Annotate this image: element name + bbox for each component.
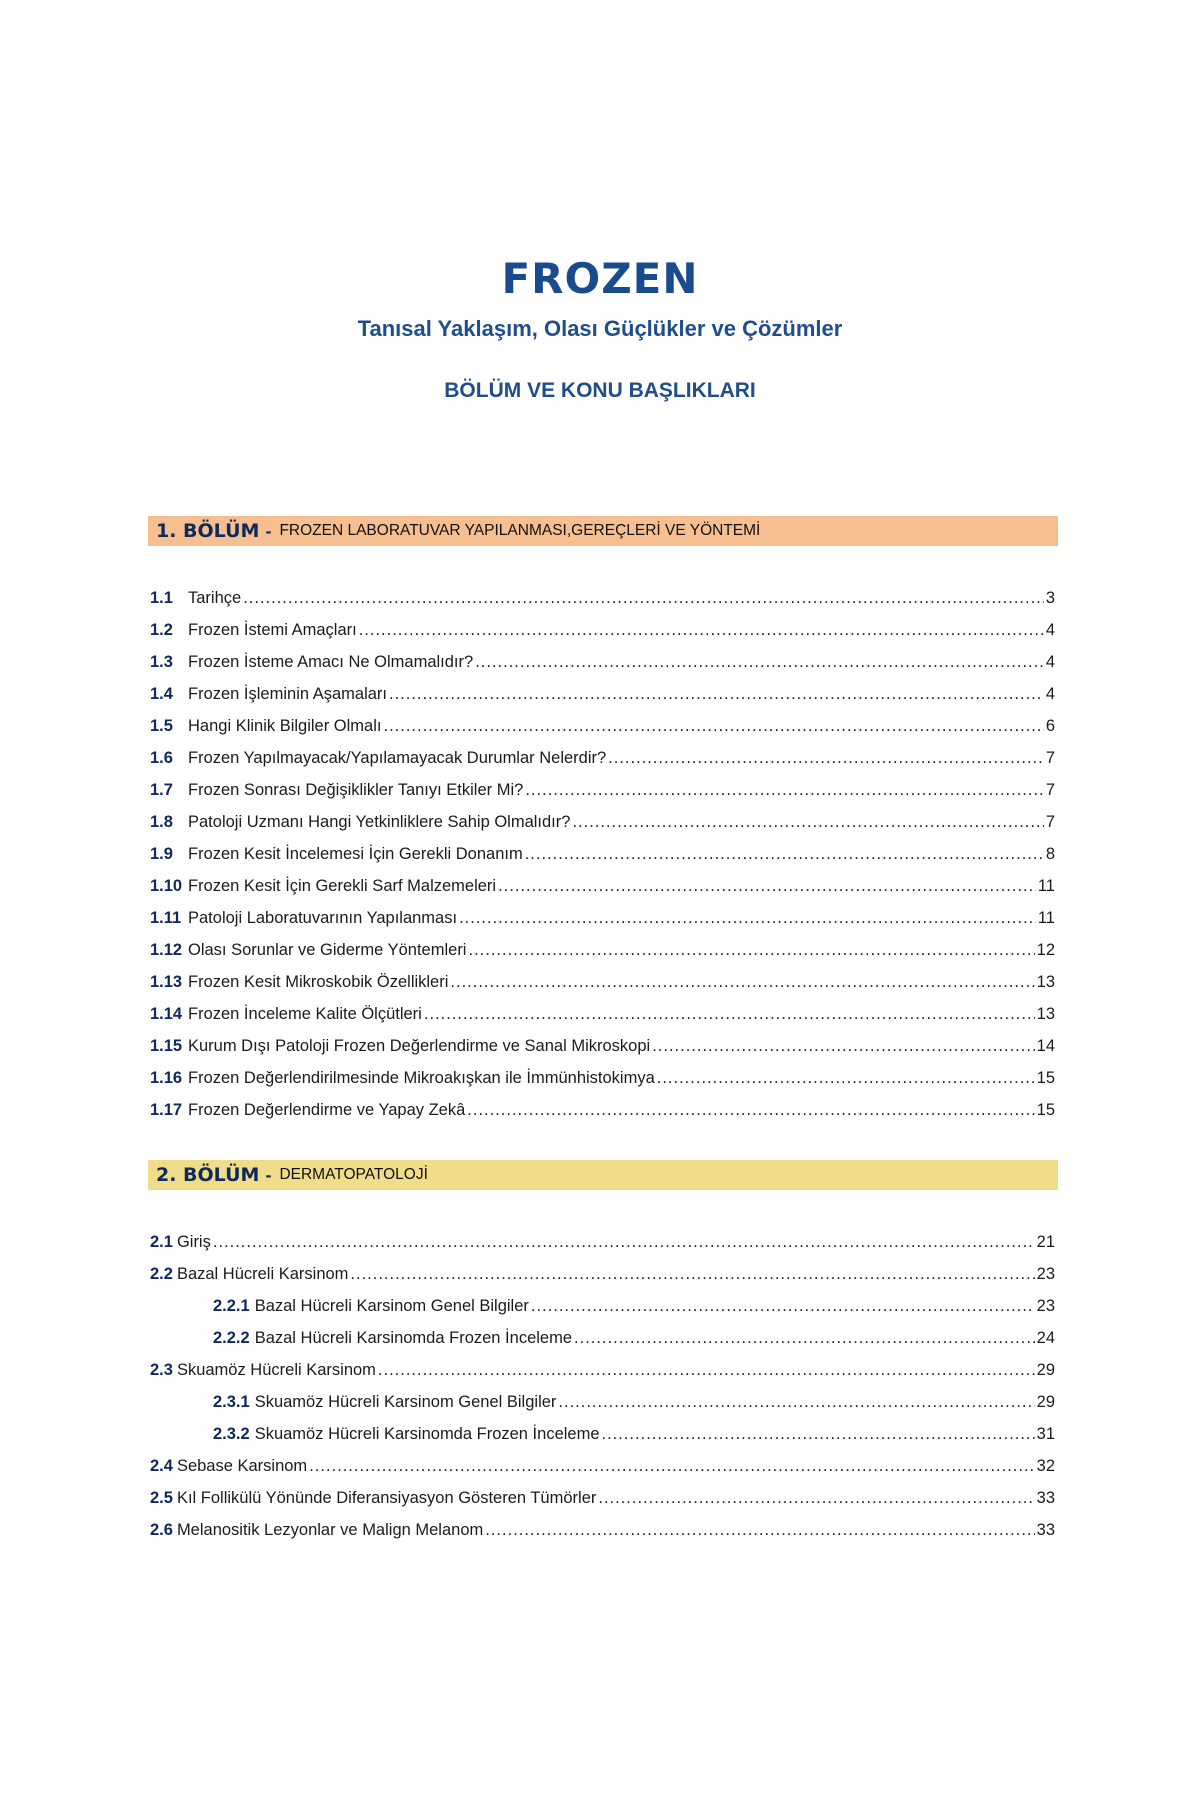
toc-entry-page: 11 bbox=[1037, 877, 1055, 895]
toc-entry-title: Frozen İstemi Amaçları bbox=[188, 621, 357, 639]
toc-entry-page: 21 bbox=[1036, 1233, 1055, 1251]
toc-entry[interactable] bbox=[150, 742, 1055, 774]
toc-entry-page: 31 bbox=[1036, 1425, 1055, 1443]
toc-entry[interactable] bbox=[150, 614, 1055, 646]
toc-entry-number: 2.5 bbox=[150, 1489, 173, 1507]
dot-leader bbox=[598, 1482, 1034, 1514]
toc-entry[interactable] bbox=[150, 646, 1055, 678]
toc-entry-number: 1.13 bbox=[150, 973, 183, 991]
toc-entry-number: 2.3.1 bbox=[213, 1393, 250, 1411]
toc-entry-page: 8 bbox=[1045, 845, 1055, 863]
toc-entry-number: 1.2 bbox=[150, 621, 173, 639]
section-separator: - bbox=[265, 1164, 272, 1185]
toc-entry-page: 6 bbox=[1045, 717, 1055, 735]
toc-entry-page: 4 bbox=[1045, 685, 1055, 703]
toc-entry-number: 2.4 bbox=[150, 1457, 173, 1475]
dot-leader bbox=[243, 582, 1044, 614]
dot-leader bbox=[602, 1418, 1035, 1450]
toc-entry-title: Skuamöz Hücreli Karsinom Genel Bilgiler bbox=[254, 1393, 557, 1411]
toc-entry-number: 2.1 bbox=[150, 1233, 173, 1251]
toc-entry-title: Frozen Değerlendirme ve Yapay Zekâ bbox=[188, 1101, 466, 1119]
toc-entry-number: 2.3.2 bbox=[213, 1425, 250, 1443]
toc-entry-page: 4 bbox=[1045, 653, 1055, 671]
toc-entry-title: Melanositik Lezyonlar ve Malign Melanom bbox=[176, 1521, 484, 1539]
toc-entry-title: Frozen İsteme Amacı Ne Olmamalıdır? bbox=[188, 653, 474, 671]
toc-entry-page: 7 bbox=[1045, 813, 1055, 831]
toc-subentry[interactable] bbox=[150, 1386, 1055, 1418]
toc-entry-page: 15 bbox=[1036, 1069, 1055, 1087]
toc-subentry[interactable] bbox=[150, 1322, 1055, 1354]
toc-entry-title: Frozen İşleminin Aşamaları bbox=[188, 685, 387, 703]
dot-leader bbox=[498, 870, 1036, 902]
toc-entry[interactable] bbox=[150, 998, 1055, 1030]
toc-entry-title: Frozen Yapılmayacak/Yapılamayacak Durumlar Nelerdir? bbox=[188, 749, 607, 767]
toc-entry-number: 1.7 bbox=[150, 781, 173, 799]
toc-entry-page: 14 bbox=[1036, 1037, 1055, 1055]
toc-entry-title: Frozen Kesit İncelemesi İçin Gerekli Donanım bbox=[188, 845, 523, 863]
toc-entry-number: 1.17 bbox=[150, 1101, 183, 1119]
toc-entry-title: Tarihçe bbox=[188, 589, 242, 607]
toc-entry-page: 23 bbox=[1036, 1297, 1055, 1315]
dot-leader bbox=[383, 710, 1043, 742]
toc-entry-page: 13 bbox=[1036, 973, 1055, 991]
toc-entry[interactable] bbox=[150, 1514, 1055, 1546]
toc-entry-title: Frozen Kesit Mikroskobik Özellikleri bbox=[188, 973, 449, 991]
dot-leader bbox=[213, 1226, 1035, 1258]
dot-leader bbox=[459, 902, 1036, 934]
dot-leader bbox=[525, 838, 1044, 870]
toc-entry-page: 12 bbox=[1036, 941, 1055, 959]
toc-entry-number: 1.6 bbox=[150, 749, 173, 767]
section-title: DERMATOPATOLOJİ bbox=[279, 1166, 428, 1183]
toc-entry[interactable] bbox=[150, 1030, 1055, 1062]
toc-entry[interactable] bbox=[150, 774, 1055, 806]
toc-entry[interactable] bbox=[150, 1482, 1055, 1514]
dot-leader bbox=[657, 1062, 1035, 1094]
toc-entry-title: Frozen Sonrası Değişiklikler Tanıyı Etkiler Mi? bbox=[188, 781, 524, 799]
toc-entry[interactable] bbox=[150, 1354, 1055, 1386]
toc-entry-page: 7 bbox=[1045, 781, 1055, 799]
section-2-toc-list bbox=[150, 1226, 1055, 1546]
dot-leader bbox=[525, 774, 1044, 806]
section-separator: - bbox=[265, 520, 272, 541]
toc-entry[interactable] bbox=[150, 678, 1055, 710]
toc-entry-number: 1.15 bbox=[150, 1037, 183, 1055]
toc-entry[interactable] bbox=[150, 966, 1055, 998]
document-title: FROZEN bbox=[501, 254, 699, 303]
toc-entry[interactable] bbox=[150, 1450, 1055, 1482]
toc-entry[interactable] bbox=[150, 838, 1055, 870]
toc-entry-page: 33 bbox=[1036, 1521, 1055, 1539]
toc-entry-title: Sebase Karsinom bbox=[176, 1457, 308, 1475]
dot-leader bbox=[450, 966, 1034, 998]
toc-entry-number: 1.4 bbox=[150, 685, 173, 703]
toc-entry-page: 33 bbox=[1036, 1489, 1055, 1507]
toc-entry[interactable] bbox=[150, 1226, 1055, 1258]
toc-entry-number: 2.2.1 bbox=[213, 1297, 250, 1315]
toc-entry-number: 1.16 bbox=[150, 1069, 183, 1087]
toc-entry-page: 23 bbox=[1036, 1265, 1055, 1283]
dot-leader bbox=[574, 1322, 1035, 1354]
toc-entry[interactable] bbox=[150, 934, 1055, 966]
toc-entry-page: 15 bbox=[1036, 1101, 1055, 1119]
dot-leader bbox=[572, 806, 1043, 838]
toc-entry-page: 29 bbox=[1036, 1393, 1055, 1411]
section-1-header bbox=[148, 516, 1058, 546]
dot-leader bbox=[309, 1450, 1034, 1482]
toc-entry-number: 2.2.2 bbox=[213, 1329, 250, 1347]
toc-entry-title: Skuamöz Hücreli Karsinomda Frozen İnceleme bbox=[254, 1425, 600, 1443]
toc-entry-page: 4 bbox=[1045, 621, 1055, 639]
section-number: 1. BÖLÜM bbox=[156, 520, 260, 542]
dot-leader bbox=[424, 998, 1035, 1030]
toc-heading: BÖLÜM VE KONU BAŞLIKLARI bbox=[444, 379, 756, 402]
dot-leader bbox=[467, 1094, 1034, 1126]
toc-entry-number: 2.3 bbox=[150, 1361, 173, 1379]
toc-subentry[interactable] bbox=[150, 1418, 1055, 1450]
toc-entry-number: 1.10 bbox=[150, 877, 183, 895]
dot-leader bbox=[350, 1258, 1034, 1290]
toc-entry[interactable] bbox=[150, 1094, 1055, 1126]
toc-entry-number: 1.5 bbox=[150, 717, 173, 735]
toc-entry[interactable] bbox=[150, 1258, 1055, 1290]
toc-entry[interactable] bbox=[150, 710, 1055, 742]
dot-leader bbox=[378, 1354, 1035, 1386]
toc-entry-page: 13 bbox=[1036, 1005, 1055, 1023]
toc-entry-number: 1.8 bbox=[150, 813, 173, 831]
toc-entry-number: 1.9 bbox=[150, 845, 173, 863]
toc-entry-number: 1.3 bbox=[150, 653, 173, 671]
document-subtitle: Tanısal Yaklaşım, Olası Güçlükler ve Çözümler bbox=[357, 316, 843, 341]
toc-entry-page: 11 bbox=[1037, 909, 1055, 927]
toc-entry-title: Bazal Hücreli Karsinom Genel Bilgiler bbox=[254, 1297, 529, 1315]
toc-entry-title: Hangi Klinik Bilgiler Olmalı bbox=[188, 717, 382, 735]
toc-entry-number: 1.1 bbox=[150, 589, 173, 607]
toc-entry-title: Patoloji Laboratuvarının Yapılanması bbox=[188, 909, 458, 927]
section-number: 2. BÖLÜM bbox=[156, 1164, 260, 1186]
toc-entry-title: Bazal Hücreli Karsinom bbox=[176, 1265, 349, 1283]
toc-entry-page: 29 bbox=[1036, 1361, 1055, 1379]
toc-entry[interactable] bbox=[150, 582, 1055, 614]
dot-leader bbox=[468, 934, 1034, 966]
toc-entry-title: Giriş bbox=[176, 1233, 211, 1251]
toc-entry[interactable] bbox=[150, 902, 1055, 934]
toc-entry[interactable] bbox=[150, 806, 1055, 838]
toc-entry-number: 1.11 bbox=[150, 909, 182, 927]
toc-entry[interactable] bbox=[150, 1062, 1055, 1094]
dot-leader bbox=[389, 678, 1044, 710]
dot-leader bbox=[475, 646, 1044, 678]
toc-entry-page: 32 bbox=[1036, 1457, 1055, 1475]
dot-leader bbox=[485, 1514, 1034, 1546]
dot-leader bbox=[608, 742, 1044, 774]
toc-entry-title: Skuamöz Hücreli Karsinom bbox=[176, 1361, 376, 1379]
toc-entry-title: Frozen İnceleme Kalite Ölçütleri bbox=[188, 1005, 422, 1023]
toc-subentry[interactable] bbox=[150, 1290, 1055, 1322]
toc-entry-title: Bazal Hücreli Karsinomda Frozen İnceleme bbox=[254, 1329, 573, 1347]
toc-entry-title: Frozen Değerlendirilmesinde Mikroakışkan ile İmmünhistokimya bbox=[188, 1069, 655, 1087]
section-2-header bbox=[148, 1160, 1058, 1190]
dot-leader bbox=[359, 614, 1044, 646]
section-title: FROZEN LABORATUVAR YAPILANMASI,GEREÇLERİ VE YÖNTEMİ bbox=[279, 522, 761, 539]
toc-entry-title: Kurum Dışı Patoloji Frozen Değerlendirme ve Sanal Mikroskopi bbox=[188, 1037, 651, 1055]
section-1-toc-list bbox=[150, 582, 1055, 1126]
toc-entry-number: 2.2 bbox=[150, 1265, 173, 1283]
toc-entry-number: 1.14 bbox=[150, 1005, 183, 1023]
toc-entry-page: 7 bbox=[1045, 749, 1055, 767]
toc-entry-title: Olası Sorunlar ve Giderme Yöntemleri bbox=[188, 941, 467, 959]
toc-entry-number: 2.6 bbox=[150, 1521, 173, 1539]
toc-entry-page: 3 bbox=[1045, 589, 1055, 607]
toc-entry-page: 24 bbox=[1036, 1329, 1055, 1347]
toc-entry[interactable] bbox=[150, 870, 1055, 902]
toc-entry-title: Patoloji Uzmanı Hangi Yetkinliklere Sahip Olmalıdır? bbox=[188, 813, 571, 831]
toc-entry-title: Kıl Follikülü Yönünde Diferansiyasyon Gösteren Tümörler bbox=[176, 1489, 597, 1507]
dot-leader bbox=[531, 1290, 1035, 1322]
toc-entry-title: Frozen Kesit İçin Gerekli Sarf Malzemeleri bbox=[188, 877, 497, 895]
dot-leader bbox=[558, 1386, 1034, 1418]
dot-leader bbox=[652, 1030, 1034, 1062]
toc-entry-number: 1.12 bbox=[150, 941, 183, 959]
